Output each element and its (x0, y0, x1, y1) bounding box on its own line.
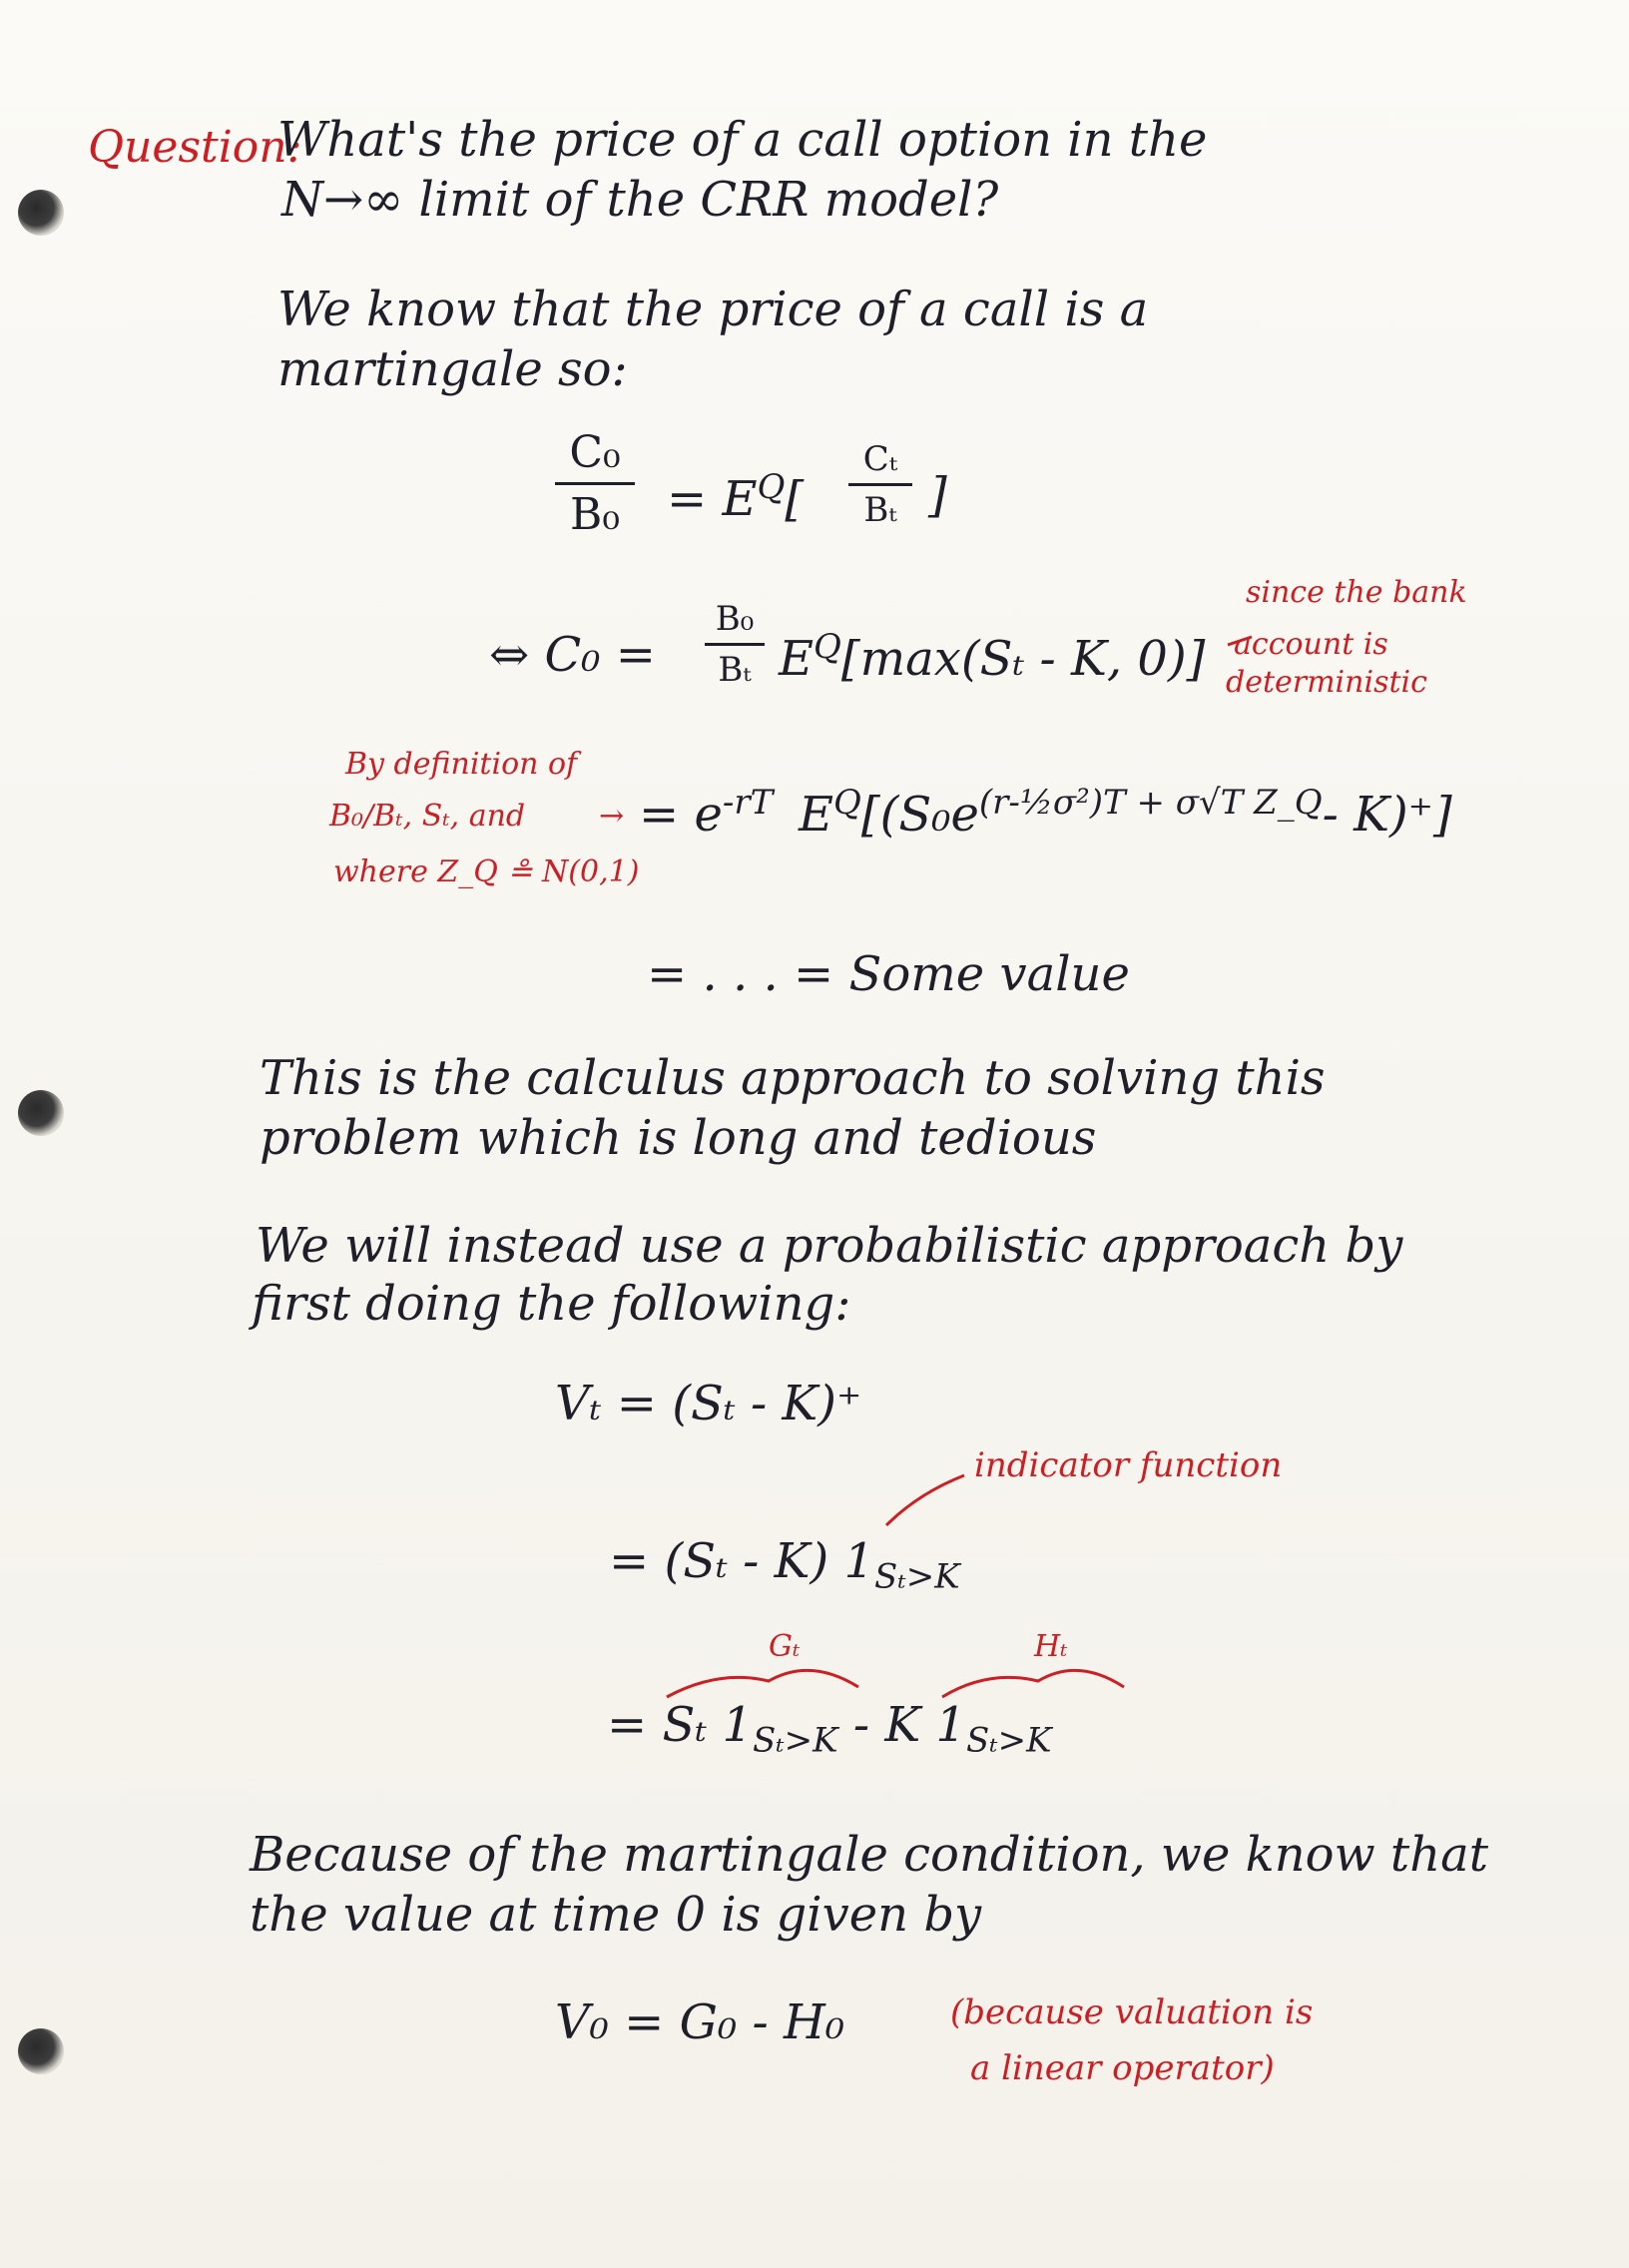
eq2-expectation: $E^Q[\max(S_t$ - K, 0)] (779, 627, 1206, 687)
eq3-discount: = $e^{-rT}$ (639, 783, 774, 843)
eq5-payoff: Vₜ = (Sₜ - K)⁺ (555, 1376, 862, 1431)
indicator-pointer (886, 1475, 964, 1525)
eq1-lhs-denominator: B₀ (570, 489, 620, 540)
eq2-note-line-3: deterministic (1226, 665, 1427, 700)
calculus-line-2: problem which is long and tedious (260, 1110, 1097, 1166)
eq3-note-line-3: where Z_Q ≗ N(0,1) (333, 854, 640, 889)
intro-line-2: martingale so: (277, 341, 628, 397)
probabilistic-line-2: first doing the following: (252, 1276, 851, 1332)
eq7-h-label: Hₜ (1034, 1629, 1068, 1664)
eq2-denominator: Bₜ (718, 650, 752, 690)
eq7-split: = Sₜ $1_{S_t>K}$ - K $1_{S_t>K}$ (607, 1697, 1052, 1761)
martingale-line-2: the value at time 0 is given by (250, 1887, 982, 1943)
intro-line-1: We know that the price of a call is a (277, 282, 1149, 337)
eq1-expectation: = $E^Q$[ (667, 467, 805, 527)
eq3-note-line-2: B₀/Bₜ, Sₜ, and (329, 799, 526, 834)
eq7-g-label: Gₜ (769, 1629, 801, 1664)
eq1-inner-numerator: Cₜ (862, 439, 898, 479)
eq2-note-line-2: account is (1234, 627, 1388, 662)
h-term-brace (942, 1670, 1124, 1697)
eq1-close-bracket: ] (928, 467, 947, 523)
eq8-decomposition: V₀ = G₀ - H₀ (555, 1994, 845, 2050)
eq3-note-line-1: By definition of (345, 747, 578, 782)
eq2-numerator: B₀ (715, 599, 755, 639)
eq4-result: = . . . = Some value (647, 946, 1130, 1002)
eq6-indicator-form: = (Sₜ - K) $1_{S_t>K}$ (609, 1533, 960, 1597)
probabilistic-line-1: We will instead use a probabilistic approach by (256, 1218, 1403, 1274)
question-line-1: What's the price of a call option in the (277, 112, 1208, 168)
question-label: Question: (88, 122, 302, 173)
eq8-note-line-1: (because valuation is (950, 1992, 1314, 2032)
question-line-2: N→∞ limit of the CRR model? (281, 172, 999, 228)
eq2-note-line-1: since the bank (1246, 575, 1467, 610)
eq3-arrow: → (599, 799, 625, 834)
eq2-prefix: ⇔ C₀ = (489, 627, 656, 683)
indicator-label: indicator function (974, 1445, 1283, 1485)
eq8-note-line-2: a linear operator) (970, 2048, 1275, 2088)
g-term-brace (667, 1670, 858, 1697)
eq1-inner-denominator: Bₜ (863, 490, 897, 530)
bank-note-arrow (1228, 637, 1252, 645)
eq3-expectation: $E^Q[(S_0e^{(r-\frac{1}{2}\sigma^2)T + \sigma√T Z\_Q}-$ K)⁺] (799, 783, 1452, 843)
eq1-lhs-numerator: C₀ (569, 427, 621, 478)
martingale-line-1: Because of the martingale condition, we know that (250, 1827, 1489, 1883)
calculus-line-1: This is the calculus approach to solving this (260, 1050, 1326, 1106)
